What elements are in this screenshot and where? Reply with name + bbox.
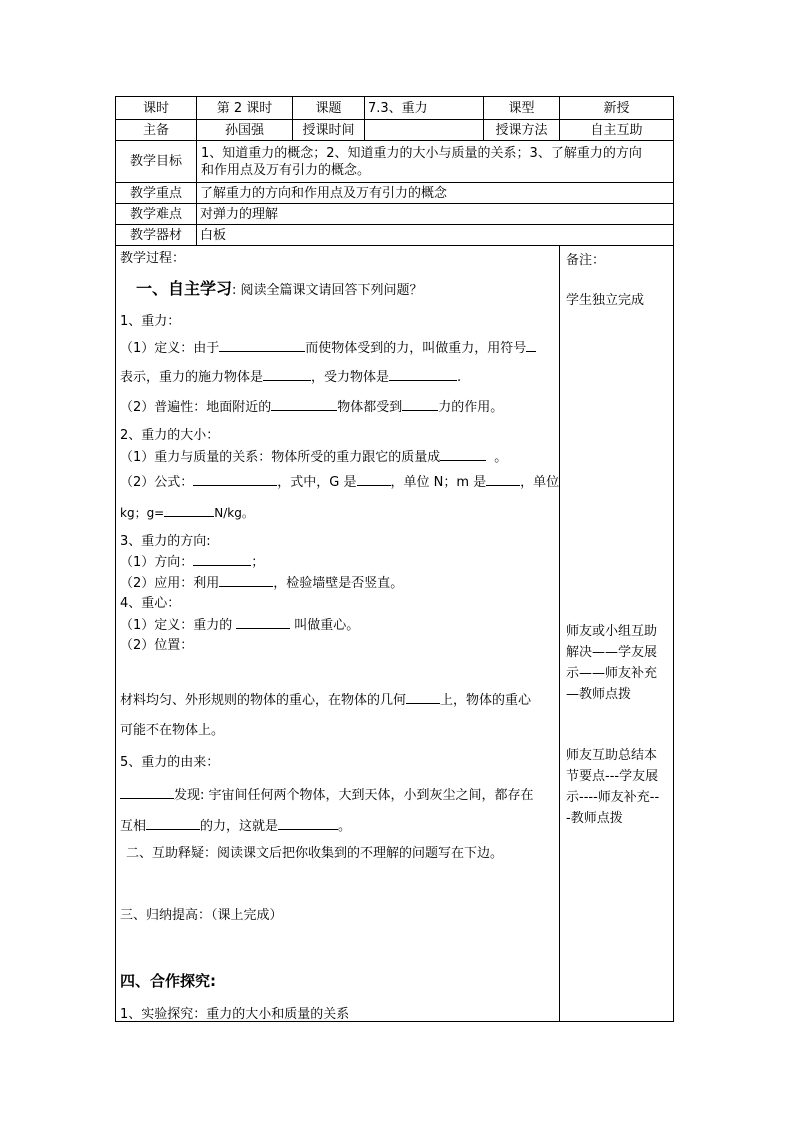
blank[interactable] [146, 817, 200, 830]
text: 发现: 宇宙间任何两个物体，大到天体，小到灰尘之间，都存在 [174, 788, 534, 803]
text: 。 [494, 450, 508, 465]
method-label: 授课方法 [484, 120, 560, 141]
application-line [120, 574, 403, 593]
blank[interactable] [486, 473, 520, 486]
text: 互相 [120, 819, 147, 834]
topic-label: 课题 [293, 97, 365, 120]
blank[interactable] [263, 368, 311, 381]
text: （1）方向： [120, 555, 194, 570]
equipment-label: 教学器材 [116, 225, 197, 246]
text: ，式中，G 是 [277, 475, 357, 490]
goal-line-2: 和作用点及万有引力的概念。 [201, 162, 371, 178]
gravity-universality-line [120, 398, 503, 417]
key-row [116, 183, 674, 204]
gravity-heading: 1、重力： [120, 314, 181, 329]
experiment-line: 1、实验探究：重力的大小和质量的关系 [120, 1007, 350, 1022]
center-definition-line [120, 616, 359, 635]
text: （1）定义：重力的 [120, 618, 233, 633]
direction-line [120, 553, 264, 572]
center-position-line-2: 可能不在物体上。 [120, 723, 225, 738]
direction-heading: 3、重力的方向: [120, 534, 211, 549]
text: ，单位 N；m 是 [390, 475, 487, 490]
type-label: 课型 [484, 97, 560, 120]
gravity-definition-line-2 [120, 368, 461, 387]
goal-text [197, 141, 674, 183]
blank[interactable] [357, 473, 391, 486]
blank[interactable] [271, 398, 337, 411]
text: . [457, 370, 462, 385]
blank[interactable] [278, 817, 338, 830]
formula-line [120, 473, 559, 492]
magnitude-relation-line [120, 448, 507, 467]
topic-value: 7.3、重力 [365, 97, 484, 120]
blank[interactable] [193, 553, 251, 566]
blank[interactable] [193, 473, 277, 486]
difficulty-label: 教学难点 [116, 204, 197, 225]
text: ，单位 [520, 475, 560, 490]
text: （2）普遍性：地面附近的 [120, 400, 272, 415]
section-1-heading [136, 280, 423, 300]
blank[interactable] [236, 616, 290, 629]
text: ； [251, 555, 265, 570]
equipment-row [116, 225, 674, 246]
center-position-label: （2）位置： [120, 638, 194, 653]
text: ，受力物体是 [311, 370, 390, 385]
text: 上，物体的重心 [440, 693, 532, 708]
blank[interactable] [219, 574, 273, 587]
text: 材料均匀、外形规则的物体的重心，在物体的几何 [120, 693, 407, 708]
equipment-text: 白板 [197, 225, 674, 246]
text: 而使物体受到的力，叫做重力，用符号 [305, 341, 527, 356]
type-value: 新授 [560, 97, 674, 120]
goal-label: 教学目标 [116, 141, 197, 183]
blank[interactable] [406, 691, 440, 704]
section-3-heading: 三、归纳提高：（课上完成） [120, 908, 283, 923]
notes-cell [560, 246, 674, 1022]
blank[interactable] [164, 504, 214, 517]
text: ，检验墙壁是否竖直。 [273, 576, 404, 591]
section-1-title: 一、自主学习 [136, 279, 233, 298]
note-2: 师友或小组互助解决——学友展示——师友补充—教师点拨 [566, 624, 658, 702]
difficulty-row [116, 204, 674, 225]
notes-title: 备注： [566, 253, 606, 268]
center-of-gravity-heading: 4、重心： [120, 596, 181, 611]
lesson-plan-table [115, 96, 674, 1022]
text: 表示，重力的施力物体是 [120, 370, 264, 385]
text: 力的作用。 [438, 400, 504, 415]
difficulty-text: 对弹力的理解 [197, 204, 674, 225]
goal-line-1: 1、知道重力的概念；2、知道重力的大小与质量的关系；3、了解重力的方向 [201, 145, 642, 161]
note-3: 师友互助总结本节要点---学友展示----师友补充---教师点拨 [566, 748, 660, 826]
blank[interactable] [526, 339, 536, 352]
note-1: 学生独立完成 [566, 293, 645, 308]
preparer-value: 孙国强 [197, 120, 293, 141]
key-text: 了解重力的方向和作用点及万有引力的概念 [197, 183, 674, 204]
text: 叫做重心。 [294, 618, 360, 633]
preparer-label: 主备 [116, 120, 197, 141]
text: 的力，这就是 [200, 819, 279, 834]
key-label: 教学重点 [116, 183, 197, 204]
blank[interactable] [389, 368, 457, 381]
text: （1）重力与质量的关系：物体所受的重力跟它的质量成 [120, 450, 441, 465]
blank[interactable] [440, 448, 486, 461]
origin-heading: 5、重力的由来： [120, 755, 220, 770]
text: （1）定义：由于 [120, 341, 220, 356]
period-label: 课时 [116, 97, 197, 120]
text: kg；g= [120, 506, 165, 520]
header-row-1 [116, 97, 674, 120]
origin-discovery-line [120, 786, 534, 805]
process-row [116, 246, 674, 1022]
period-value: 第 2 课时 [197, 97, 293, 120]
time-value [365, 120, 484, 141]
header-row-2 [116, 120, 674, 141]
section-4-heading: 四、合作探究: [120, 972, 216, 990]
blank[interactable] [402, 398, 438, 411]
time-label: 授课时间 [293, 120, 365, 141]
text: （2）公式： [120, 475, 194, 490]
section-2-heading: 二、互助释疑：阅读课文后把你收集到的不理解的问题写在下边。 [126, 846, 504, 861]
center-position-line [120, 691, 531, 710]
text: （2）应用：利用 [120, 576, 220, 591]
process-cell [116, 246, 560, 1022]
process-title: 教学过程： [120, 251, 186, 266]
goal-row [116, 141, 674, 183]
method-value: 自主互助 [560, 120, 674, 141]
blank[interactable] [120, 786, 174, 799]
text: 。 [338, 819, 352, 834]
text: N/kg。 [214, 506, 254, 520]
section-1-subtitle: : 阅读全篇课文请回答下列问题？ [232, 283, 423, 298]
gravity-definition-line [120, 339, 536, 358]
origin-line-2 [120, 817, 351, 836]
g-value-line [120, 504, 254, 522]
blank[interactable] [219, 339, 305, 352]
text: 物体都受到 [337, 400, 403, 415]
magnitude-heading: 2、重力的大小： [120, 428, 220, 443]
